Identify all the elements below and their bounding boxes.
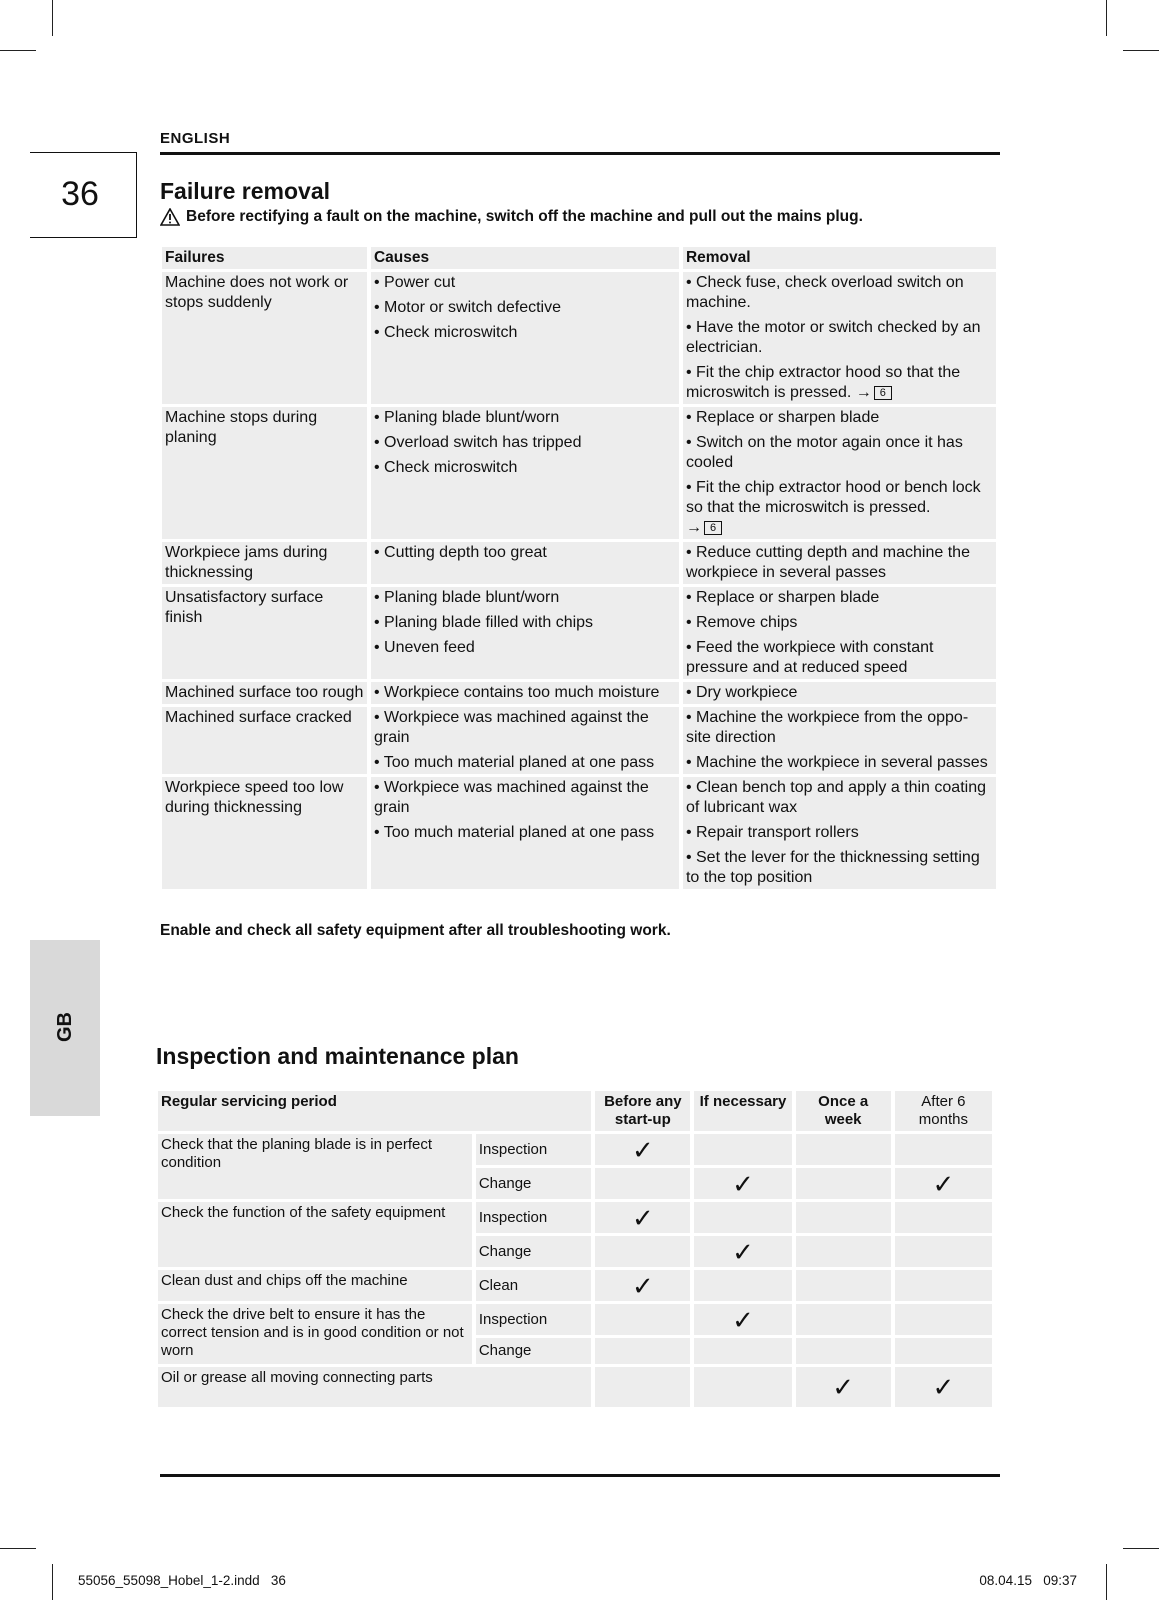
header-before-start-up: Before any start-up <box>595 1091 690 1131</box>
language-label: ENGLISH <box>160 130 231 147</box>
table-row <box>158 1134 992 1165</box>
arrow-right-icon: → <box>855 384 872 401</box>
footer-timestamp: 08.04.15 09:37 <box>979 1573 1077 1588</box>
check-icon: ✓ <box>595 1202 690 1233</box>
failure-cell: Machine does not work or stops suddenly <box>162 272 367 404</box>
empty-cell <box>895 1236 992 1267</box>
empty-cell <box>694 1134 791 1165</box>
check-icon: ✓ <box>796 1367 891 1407</box>
empty-cell <box>796 1236 891 1267</box>
cause-item: • Power cut <box>373 274 456 291</box>
removal-item-text: • Fit the chip extractor hood so that the microswitch is pressed. <box>685 364 961 402</box>
header-once-a-week: Once a week <box>796 1091 891 1131</box>
footer-rule <box>160 1474 1000 1477</box>
page-number-box <box>30 152 137 238</box>
removal-item: • Machine the workpiece from the oppo-site direction <box>685 709 969 747</box>
cause-item: • Planing blade blunt/worn <box>373 589 560 607</box>
check-icon: ✓ <box>895 1367 992 1407</box>
empty-cell <box>895 1134 992 1165</box>
table-row <box>162 682 996 704</box>
empty-cell <box>796 1338 891 1364</box>
empty-cell <box>694 1270 791 1301</box>
task-cell: Check the drive belt to ensure it has the correct tension and is in good condition or not worn <box>158 1304 472 1364</box>
removal-cell <box>683 707 996 774</box>
failure-table-header <box>162 247 996 269</box>
footer-file-info: 55056_55098_Hobel_1-2.indd 36 <box>78 1573 286 1588</box>
action-cell: Clean <box>476 1270 591 1301</box>
action-cell: Inspection <box>476 1202 591 1233</box>
task-cell: Oil or grease all moving connecting parts <box>158 1367 591 1407</box>
check-icon: ✓ <box>595 1270 690 1301</box>
failure-cell: Workpiece jams during thicknessing <box>162 542 367 584</box>
removal-item: • Machine the workpiece in several passes <box>685 754 988 772</box>
failure-table <box>158 244 1000 892</box>
causes-cell <box>371 407 679 539</box>
action-cell: Change <box>476 1168 591 1199</box>
empty-cell <box>595 1304 690 1335</box>
cause-item: • Workpiece contains too much moisture <box>373 684 660 702</box>
cause-item: • Motor or switch defective <box>373 299 561 316</box>
crop-mark <box>52 1564 53 1600</box>
maintenance-plan-title: Inspection and maintenance plan <box>156 1043 519 1069</box>
warning-line <box>160 208 863 226</box>
header-after-6-months: After 6 months <box>895 1091 992 1131</box>
removal-item <box>686 363 993 403</box>
empty-cell <box>796 1270 891 1301</box>
removal-cell <box>683 777 996 889</box>
empty-cell <box>796 1304 891 1335</box>
failure-cell: Machine stops during planing <box>162 407 367 539</box>
crop-mark <box>0 50 36 51</box>
cause-item: • Check microswitch <box>373 459 518 477</box>
figure-reference <box>686 518 722 538</box>
task-cell: Check that the planing blade is in perfect condition <box>158 1134 472 1199</box>
warning-triangle-icon <box>160 208 180 226</box>
check-icon: ✓ <box>694 1236 791 1267</box>
check-icon: ✓ <box>694 1304 791 1335</box>
task-cell: Check the function of the safety equipment <box>158 1202 472 1267</box>
removal-item: • Have the motor or switch checked by an electrician. <box>685 319 981 356</box>
removal-cell <box>683 587 996 679</box>
empty-cell <box>595 1168 690 1199</box>
removal-item: • Switch on the motor again once it has cooled <box>685 434 963 472</box>
language-side-tab-label: GB <box>53 1012 76 1042</box>
action-cell: Inspection <box>476 1134 591 1165</box>
table-row <box>162 707 996 774</box>
empty-cell <box>895 1338 992 1364</box>
empty-cell <box>595 1367 690 1407</box>
action-cell: Change <box>476 1236 591 1267</box>
crop-mark <box>1123 1548 1159 1549</box>
empty-cell <box>895 1202 992 1233</box>
table-row <box>162 272 996 404</box>
removal-item <box>686 478 993 538</box>
action-cell: Inspection <box>476 1304 591 1335</box>
arrow-right-icon: → <box>685 519 702 537</box>
removal-item: • Feed the workpiece with constant pressure and at reduced speed <box>685 639 934 677</box>
crop-mark <box>1106 1564 1107 1600</box>
figure-reference <box>856 383 892 403</box>
maintenance-table-header <box>158 1091 992 1131</box>
header-failures: Failures <box>162 247 367 269</box>
causes-cell <box>371 272 679 404</box>
check-icon: ✓ <box>895 1168 992 1199</box>
removal-cell <box>683 682 996 704</box>
empty-cell <box>694 1367 791 1407</box>
cause-item: • Workpiece was machined against the grain <box>373 709 649 747</box>
check-icon: ✓ <box>595 1134 690 1165</box>
removal-item: • Set the lever for the thicknessing setting to the top position <box>685 849 980 887</box>
empty-cell <box>595 1338 690 1364</box>
table-row <box>162 407 996 539</box>
warning-text: Before rectifying a fault on the machine, switch off the machine and pull out the mains plug. <box>186 208 863 225</box>
cause-item: • Uneven feed <box>373 639 475 657</box>
cause-item: • Check microswitch <box>373 324 518 341</box>
causes-cell <box>371 542 679 584</box>
cause-item: • Cutting depth too great <box>373 544 547 562</box>
removal-cell <box>683 542 996 584</box>
removal-item: • Clean bench top and apply a thin coating of lubricant wax <box>685 779 986 817</box>
causes-cell <box>371 707 679 774</box>
removal-item: • Reduce cutting depth and machine the workpiece in several passes <box>685 544 970 582</box>
table-row <box>162 777 996 889</box>
maintenance-table <box>154 1088 996 1410</box>
cause-item: • Overload switch has tripped <box>373 434 582 452</box>
crop-mark <box>1106 0 1107 36</box>
failure-cell: Unsatisfactory surface finish <box>162 587 367 679</box>
header-period: Regular servicing period <box>158 1091 591 1131</box>
header-if-necessary: If necessary <box>694 1091 791 1131</box>
language-side-tab <box>30 940 100 1116</box>
removal-item: • Repair transport rollers <box>685 824 859 842</box>
empty-cell <box>796 1202 891 1233</box>
table-row <box>162 542 996 584</box>
removal-item: • Remove chips <box>685 614 798 632</box>
empty-cell <box>796 1134 891 1165</box>
empty-cell <box>895 1304 992 1335</box>
removal-cell <box>683 407 996 539</box>
removal-item-text: • Fit the chip extractor hood or bench lock so that the microswitch is pressed. <box>685 479 981 517</box>
failure-cell: Machined surface cracked <box>162 707 367 774</box>
failure-removal-title: Failure removal <box>160 178 331 204</box>
table-row <box>162 587 996 679</box>
empty-cell <box>796 1168 891 1199</box>
header-causes: Causes <box>371 247 679 269</box>
task-cell: Clean dust and chips off the machine <box>158 1270 472 1301</box>
safety-note: Enable and check all safety equipment after all troubleshooting work. <box>160 922 671 939</box>
cause-item: • Planing blade blunt/worn <box>373 409 560 427</box>
removal-item: • Dry workpiece <box>685 684 798 702</box>
table-row <box>158 1270 992 1301</box>
page-number: 36 <box>61 175 99 213</box>
removal-item: • Replace or sharpen blade <box>685 409 880 427</box>
causes-cell <box>371 587 679 679</box>
figure-number: 6 <box>874 386 892 400</box>
causes-cell <box>371 777 679 889</box>
removal-cell <box>683 272 996 404</box>
crop-mark <box>52 0 53 36</box>
cause-item: • Planing blade filled with chips <box>373 614 594 632</box>
cause-item: • Too much material planed at one pass <box>373 754 655 772</box>
table-row <box>158 1304 992 1335</box>
table-row <box>158 1367 992 1407</box>
empty-cell <box>895 1270 992 1301</box>
empty-cell <box>595 1236 690 1267</box>
figure-number: 6 <box>704 521 722 535</box>
removal-item: • Check fuse, check overload switch on machine. <box>685 274 964 311</box>
failure-cell: Machined surface too rough <box>162 682 367 704</box>
cause-item: • Too much material planed at one pass <box>373 824 655 842</box>
crop-mark <box>0 1548 36 1549</box>
table-row <box>158 1202 992 1233</box>
removal-item: • Replace or sharpen blade <box>685 589 880 607</box>
failure-cell: Workpiece speed too low during thicknessing <box>162 777 367 889</box>
check-icon: ✓ <box>694 1168 791 1199</box>
action-cell: Change <box>476 1338 591 1364</box>
cause-item: • Workpiece was machined against the grain <box>373 779 649 817</box>
causes-cell <box>371 682 679 704</box>
empty-cell <box>694 1202 791 1233</box>
empty-cell <box>694 1338 791 1364</box>
header-removal: Removal <box>683 247 996 269</box>
header-rule <box>160 152 1000 155</box>
crop-mark <box>1123 50 1159 51</box>
